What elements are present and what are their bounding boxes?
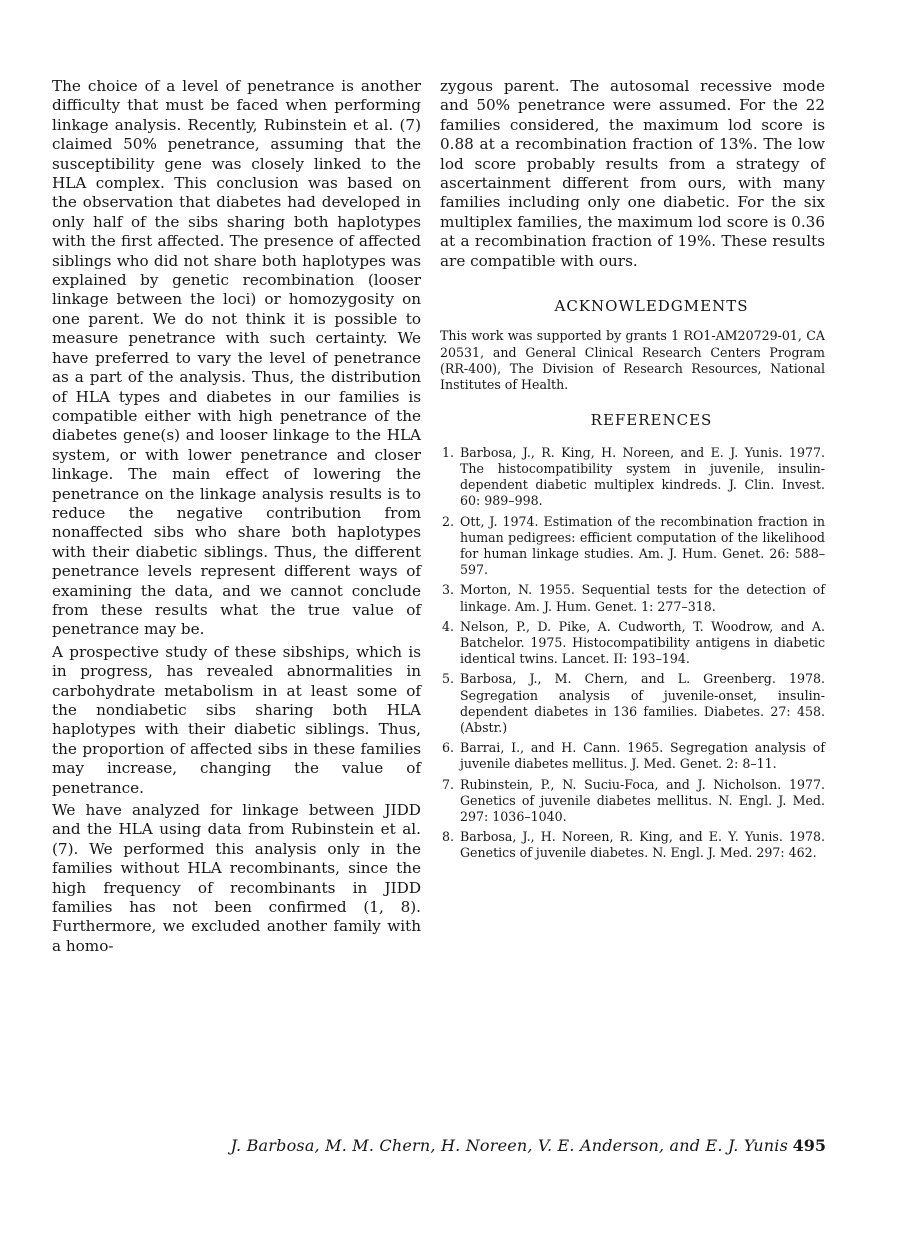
right-column bbox=[440, 77, 825, 866]
reference-text: Ott, J. 1974. Estimation of the recombination fraction in human pedigrees: efficient computation of the likelihood for human linkage studies. Am. J. Hum. Genet. 26: 588–597. bbox=[460, 513, 825, 578]
reference-item bbox=[440, 740, 825, 772]
body-paragraph: The choice of a level of penetrance is another difficulty that must be faced when performing linkage analysis. Recently, Rubinstein et al. (7) claimed 50% penetrance, assuming that the susceptibility gene was closely linked to the HLA complex. This conclusion was based on the observation that diabetes had developed in only half of the sibs sharing both haplotypes with the first affected. The presence of affected siblings who did not share both haplotypes was explained by genetic recombination (looser linkage between the loci) or homozygosity on one parent. We do not think it is possible to measure penetrance with such certainty. We have preferred to vary the level of penetrance as a part of the analysis. Thus, the distribution of HLA types and diabetes in our families is compatible either with high penetrance of the diabetes gene(s) and looser linkage to the HLA system, or with lower penetrance and closer linkage. The main effect of lowering the penetrance on the linkage analysis results is to reduce the negative contribution from nonaffected sibs who share both haplotypes with their diabetic siblings. Thus, the different penetrance levels represent different ways of examining the data, and we cannot conclude from these results what the true value of penetrance may be. bbox=[52, 77, 421, 639]
page-footer bbox=[0, 1136, 898, 1160]
left-column bbox=[52, 77, 421, 956]
reference-text: Rubinstein, P., N. Suciu-Foca, and J. Nicholson. 1977. Genetics of juvenile diabetes mellitus. N. Engl. J. Med. 297: 1036–1040. bbox=[460, 776, 825, 824]
reference-number: 8. bbox=[442, 829, 455, 845]
reference-text: Barbosa, J., M. Chern, and L. Greenberg. 1978. Segregation analysis of juvenile-onset, insulin-dependent diabetes in 136 families. Diabetes. 27: 458. (Abstr.) bbox=[460, 671, 825, 735]
reference-item bbox=[440, 671, 825, 736]
page-number: 495 bbox=[792, 1136, 826, 1155]
reference-number: 6. bbox=[442, 740, 455, 756]
continued-paragraph: zygous parent. The autosomal recessive mode and 50% penetrance were assumed. For the 22 families considered, the maximum lod score is 0.88 at a recombination fraction of 13%. The low lod score probably results from a strategy of ascertainment different from ours, with many families including only one diabetic. For the six multiplex families, the maximum lod score is 0.36 at a recombination fraction of 19%. These results are compatible with ours. bbox=[440, 77, 825, 270]
body-paragraph: We have analyzed for linkage between JIDD and the HLA using data from Rubinstein et al. (7). We performed this analysis only in the families without HLA recombinants, since the high frequency of recombinants in JIDD families has not been confirmed (1, 8). Furthermore, we excluded another family with a homo- bbox=[52, 801, 421, 955]
reference-item bbox=[440, 514, 825, 579]
reference-item bbox=[440, 445, 825, 510]
references-list bbox=[440, 445, 825, 862]
reference-item bbox=[440, 829, 825, 861]
acknowledgments-heading: ACKNOWLEDGMENTS bbox=[554, 297, 749, 316]
acknowledgments-text: This work was supported by grants 1 RO1-AM20729-01, CA 20531, and General Clinical Research Centers Program (RR-400), The Division of Research Resources, National Institutes of Health. bbox=[440, 328, 825, 393]
body-paragraph: A prospective study of these sibships, which is in progress, has revealed abnormalities in carbohydrate metabolism in at least some of the nondiabetic sibs sharing both HLA haplotypes with their diabetic siblings. Thus, the proportion of affected sibs in these families may increase, changing the value of penetrance. bbox=[52, 642, 421, 797]
reference-number: 1. bbox=[442, 444, 455, 460]
reference-item bbox=[440, 582, 825, 614]
reference-text: Barbosa, J., H. Noreen, R. King, and E. Y. Yunis. 1978. Genetics of juvenile diabetes. N. Engl. J. Med. 297: 462. bbox=[460, 829, 825, 861]
reference-text: Barbosa, J., R. King, H. Noreen, and E. J. Yunis. 1977. The histocompatibility system in juvenile, insulin-dependent diabetic multiplex kindreds. J. Clin. Invest. 60: 989–998. bbox=[460, 444, 825, 509]
reference-text: Morton, N. 1955. Sequential tests for the detection of linkage. Am. J. Hum. Genet. 1: 277–318. bbox=[460, 582, 825, 614]
reference-item bbox=[440, 619, 825, 668]
reference-number: 4. bbox=[442, 618, 455, 634]
reference-number: 7. bbox=[442, 776, 455, 792]
running-footer-authors: J. Barbosa, M. M. Chern, H. Noreen, V. E. Anderson, and E. J. Yunis bbox=[230, 1136, 788, 1155]
reference-text: Barrai, I., and H. Cann. 1965. Segregation analysis of juvenile diabetes mellitus. J. Med. Genet. 2: 8–11. bbox=[460, 740, 825, 772]
reference-text: Nelson, P., D. Pike, A. Cudworth, T. Woodrow, and A. Batchelor. 1975. Histocompatibility antigens in diabetic identical twins. Lancet. II: 193–194. bbox=[460, 618, 825, 667]
references-heading: REFERENCES bbox=[590, 411, 713, 430]
reference-number: 5. bbox=[442, 671, 455, 687]
reference-number: 2. bbox=[442, 513, 455, 529]
reference-item bbox=[440, 777, 825, 826]
reference-number: 3. bbox=[442, 582, 455, 598]
